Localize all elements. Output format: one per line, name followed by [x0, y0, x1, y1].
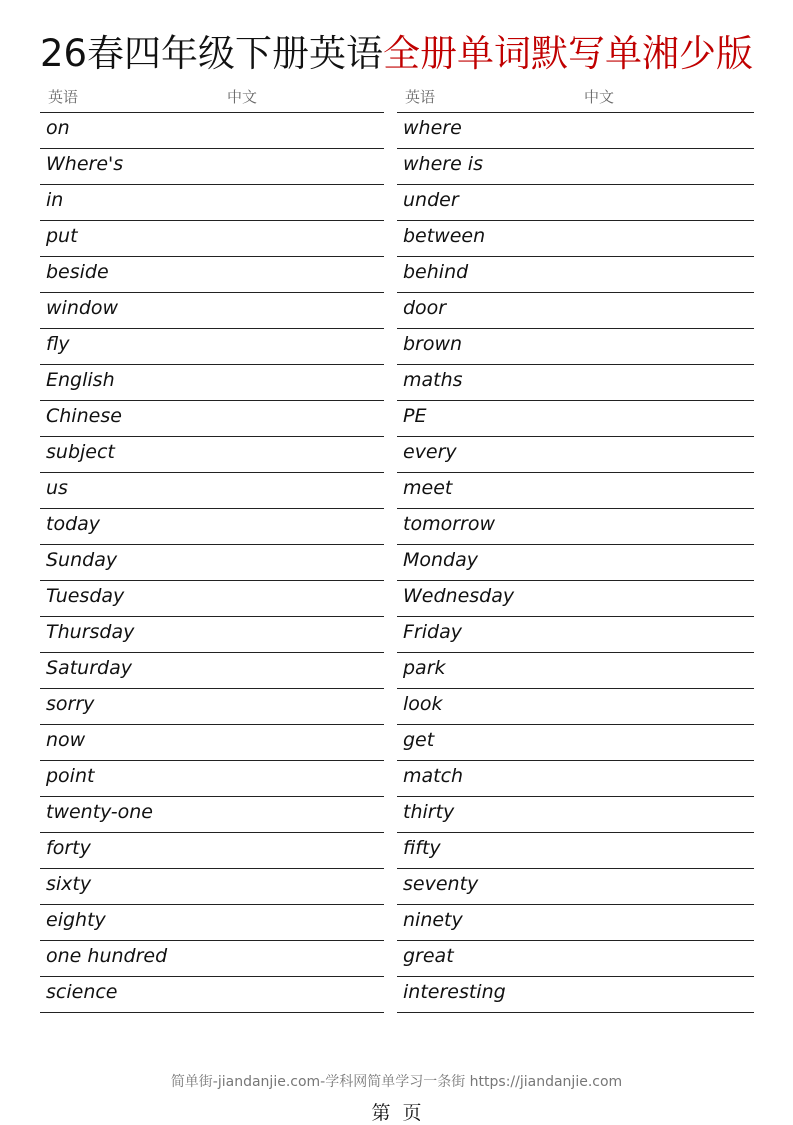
english-word: door [403, 297, 447, 319]
english-word: twenty-one [46, 801, 153, 823]
english-word: put [46, 225, 78, 247]
english-word: Friday [403, 621, 462, 643]
word-row [397, 329, 754, 365]
word-row [40, 833, 384, 869]
word-row [40, 221, 384, 257]
english-word: point [46, 765, 95, 787]
page-title [0, 30, 793, 78]
english-word: Sunday [46, 549, 118, 571]
word-row [397, 113, 754, 149]
word-row [397, 257, 754, 293]
word-row [40, 185, 384, 221]
english-word: Where's [46, 153, 124, 175]
english-word: science [46, 981, 118, 1003]
english-word: brown [403, 333, 463, 355]
english-word: meet [403, 477, 453, 499]
word-row [40, 797, 384, 833]
english-word: subject [46, 441, 115, 463]
word-row [397, 509, 754, 545]
page-number: 第 页 [371, 1102, 422, 1124]
english-word: maths [403, 369, 463, 391]
word-row [397, 221, 754, 257]
word-row [40, 869, 384, 905]
column-header [397, 82, 754, 113]
english-word: Saturday [46, 657, 132, 679]
column-header [40, 82, 384, 113]
word-row [397, 545, 754, 581]
word-row [40, 545, 384, 581]
english-word: ninety [403, 909, 463, 931]
word-row [40, 689, 384, 725]
english-word: great [403, 945, 454, 967]
word-row [397, 797, 754, 833]
word-row [397, 869, 754, 905]
english-word: thirty [403, 801, 455, 823]
word-row [397, 833, 754, 869]
english-word: eighty [46, 909, 106, 931]
word-row [40, 761, 384, 797]
word-row [40, 293, 384, 329]
word-row [40, 977, 384, 1013]
word-row [397, 293, 754, 329]
word-row [40, 113, 384, 149]
english-word: PE [403, 405, 427, 427]
title-main: 26春四年级下册英语 [39, 32, 384, 75]
word-row [40, 653, 384, 689]
word-row [397, 761, 754, 797]
english-word: interesting [403, 981, 506, 1003]
english-word: tomorrow [403, 513, 495, 535]
word-row [40, 581, 384, 617]
word-row [40, 365, 384, 401]
english-word: Monday [403, 549, 479, 571]
word-row [397, 581, 754, 617]
english-word: sixty [46, 873, 92, 895]
word-row [40, 257, 384, 293]
left-word-list [40, 113, 384, 1013]
footer-source: 简单街-jiandanjie.com-学科网简单学习一条街 https://jiandanjie.com [170, 1074, 623, 1090]
word-row [40, 509, 384, 545]
english-word: sorry [46, 693, 95, 715]
word-row [397, 725, 754, 761]
english-word: today [46, 513, 101, 535]
english-word: forty [46, 837, 91, 859]
english-word: fly [46, 333, 70, 355]
english-word: in [46, 189, 64, 211]
english-word: us [46, 477, 68, 499]
word-row [397, 653, 754, 689]
english-word: between [403, 225, 486, 247]
word-row [40, 401, 384, 437]
title-highlight: 全册单词默写单湘少版 [383, 32, 754, 75]
word-row [40, 725, 384, 761]
english-word: park [403, 657, 446, 679]
english-word: English [46, 369, 115, 391]
word-row [40, 437, 384, 473]
english-word: on [46, 117, 70, 139]
word-row [397, 905, 754, 941]
word-row [397, 401, 754, 437]
english-word: every [403, 441, 457, 463]
header-english: 英语 [405, 88, 436, 106]
english-word: Tuesday [46, 585, 125, 607]
english-word: fifty [403, 837, 441, 859]
word-row [397, 149, 754, 185]
word-row [397, 365, 754, 401]
english-word: match [403, 765, 464, 787]
english-word: where is [403, 153, 483, 175]
english-word: Wednesday [403, 585, 515, 607]
english-word: under [403, 189, 459, 211]
word-row [397, 689, 754, 725]
word-row [40, 329, 384, 365]
word-row [397, 977, 754, 1013]
right-word-list [397, 113, 754, 1013]
english-word: behind [403, 261, 469, 283]
english-word: look [403, 693, 443, 715]
word-row [397, 473, 754, 509]
word-row [397, 185, 754, 221]
word-row [40, 149, 384, 185]
english-word: seventy [403, 873, 479, 895]
english-word: one hundred [46, 945, 168, 967]
header-chinese: 中文 [584, 88, 615, 106]
english-word: beside [46, 261, 109, 283]
word-row [397, 617, 754, 653]
word-row [40, 617, 384, 653]
english-word: Chinese [46, 405, 122, 427]
word-row [40, 941, 384, 977]
word-row [40, 473, 384, 509]
word-row [40, 905, 384, 941]
word-row [397, 437, 754, 473]
right-word-column [397, 82, 754, 1013]
english-word: Thursday [46, 621, 135, 643]
english-word: where [403, 117, 462, 139]
header-english: 英语 [48, 88, 79, 106]
english-word: get [403, 729, 435, 751]
english-word: window [46, 297, 119, 319]
word-row [397, 941, 754, 977]
header-chinese: 中文 [227, 88, 258, 106]
left-word-column [40, 82, 384, 1013]
english-word: now [46, 729, 86, 751]
